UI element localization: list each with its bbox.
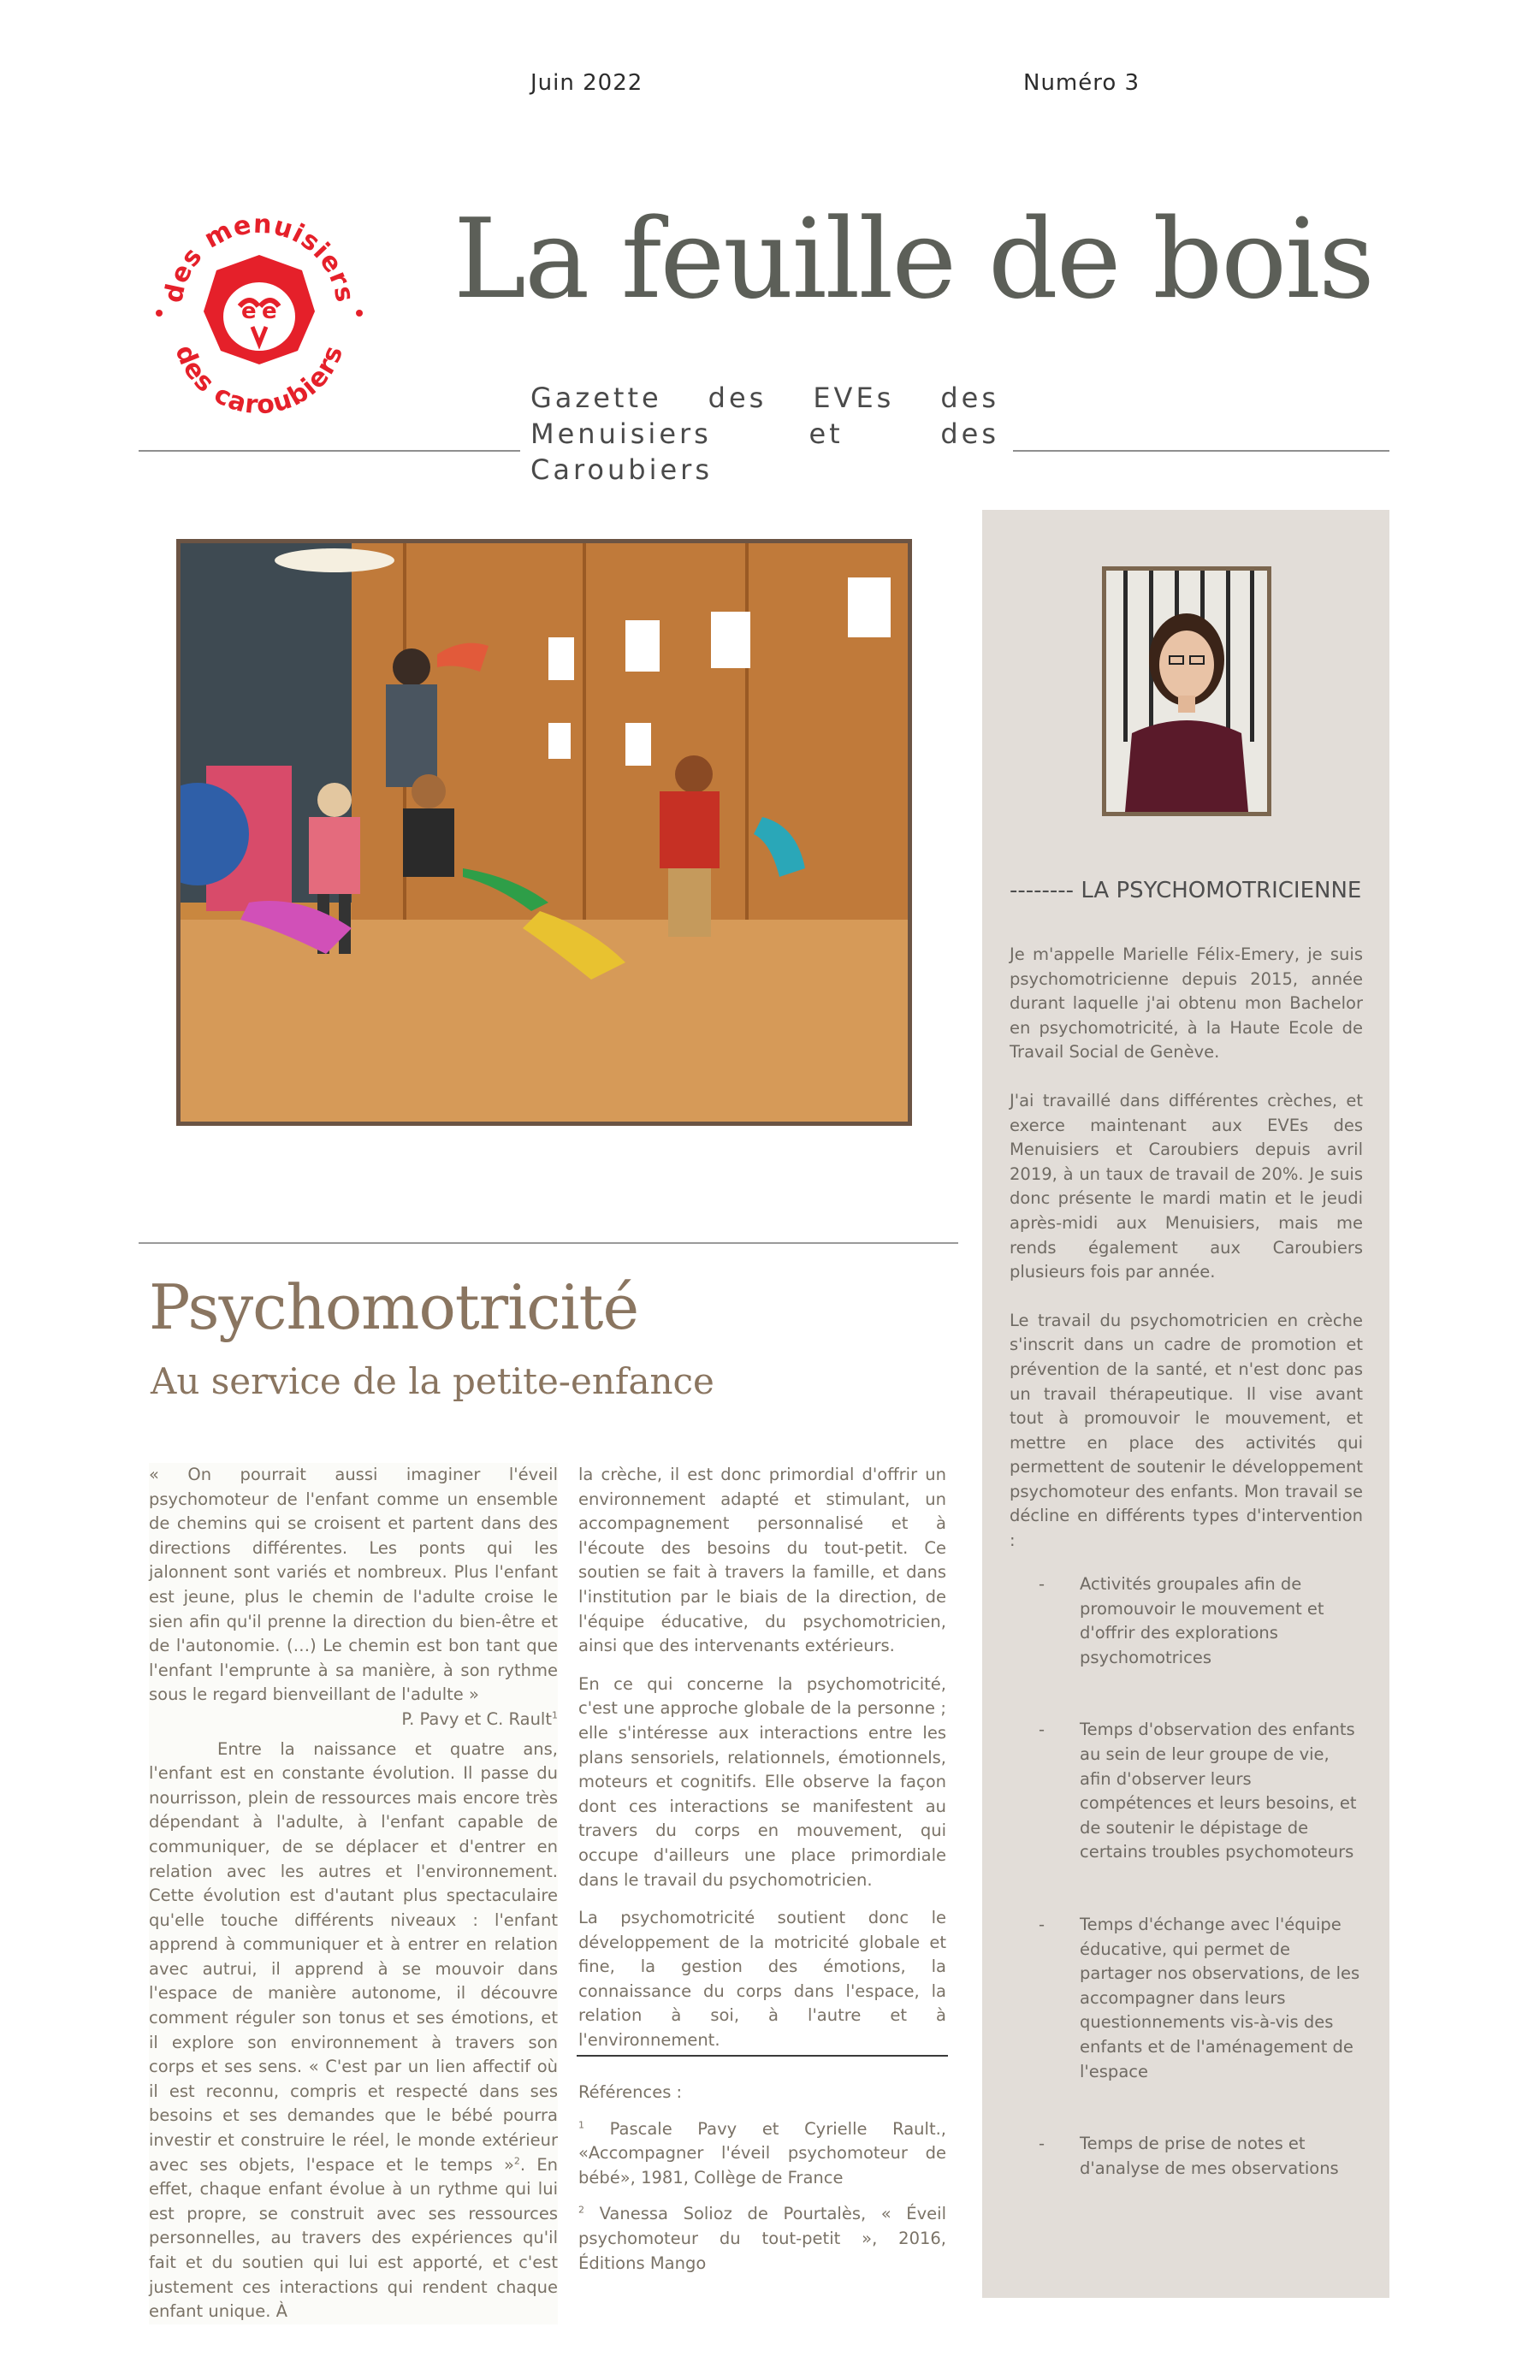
issue-number: Numéro 3 <box>1023 70 1140 96</box>
list-item: - Activités groupales afin de promouvoir le mouvement et d'offrir des explorations psychomotrices <box>1039 1574 1324 1667</box>
svg-text:e: e <box>241 299 257 324</box>
svg-text:e: e <box>262 299 277 324</box>
logo <box>147 198 371 423</box>
article-headline: Psychomotricité <box>149 1271 639 1343</box>
references <box>578 2081 946 2288</box>
references-label: Références : <box>578 2082 683 2102</box>
intervention-list <box>1039 1572 1364 2181</box>
issue-date: Juin 2022 <box>530 70 643 96</box>
reference-item: $^2$ Vanessa Solioz de Pourtalès, « Éveil psychomoteur du tout-petit », 2016, Éditions Mango <box>578 2204 946 2273</box>
list-item: - Temps de prise de notes et d'analyse de mes observations <box>1039 2134 1339 2178</box>
logo-bottom-text: des caroubiers <box>169 340 350 421</box>
lion-face-icon <box>204 255 315 364</box>
masthead-subtitle: Gazette des EVEs des Menuisiers et des Caroubiers <box>530 382 999 486</box>
article-paragraph: Entre la naissance et quatre ans, l'enfant est en constante évolution. Il passe du nourrisson, plein de ressources mais encore très dépendant à l'adulte, à l'enfant capable de communiquer, de se déplacer et d'entrer en relation avec les autres et l'environnement. Cette évolution est d'autant plus spectaculaire qu'elle touche différents niveaux : l'enfant apprend à communiquer et à entrer en relation avec autrui, il apprend à se mouvoir dans l'espace de manière autonome, il découvre comment réguler son tonus et ses émotions, et il explore son environnement à travers son corps et ses sens. « C'est par un lien affectif où il est reconnu, compris et respecté dans ses besoins et ses demandes que le bébé pourra investir et construire le réel, le monde extérieur avec ses objets, l'espace et le temps »$^2$. En effet, chaque enfant évolue à un rythme qui lui est propre, se construit avec ses ressources personnelles, au travers des expériences qu'il fait et du soutien qui lui est apporté, et c'est justement ces interactions qui rendent chaque enfant unique. À <box>149 1738 558 2322</box>
sidebar-text <box>1010 943 1363 1578</box>
header-divider-left <box>139 450 520 452</box>
children-playing-photo <box>176 539 912 1126</box>
list-item: - Temps d'observation des enfants au sein de leur groupe de vie, afin d'observer leurs compétences et leurs besoins, et de soutenir le dépistage de certains troubles psychomoteurs <box>1039 1720 1357 1862</box>
article-paragraph: En ce qui concerne la psychomotricité, c'est une approche globale de la personne ; elle s'intéresse aux interactions entre les plans sensoriels, relationnels, émotionnels, moteurs et cognitifs. Elle observe la façon dont ces interactions se manifestent au travers du corps en mouvement, qui occupe d'ailleurs une place primordiale dans le travail du psychomotricien. <box>578 1673 946 1890</box>
sidebar-heading: -------- LA PSYCHOMOTRICIENNE <box>1010 878 1362 903</box>
article-divider <box>139 1242 958 1244</box>
article-column-2 <box>578 1463 946 2067</box>
article-column-1 <box>149 1463 558 2324</box>
opening-quote: « On pourrait aussi imaginer l'éveil psychomoteur de l'enfant comme un ensemble de chemins qui se croisent et partent dans des directions différentes. Les ponts qui les jalonnent sont variés et nombreux. Plus l'enfant est jeune, plus le chemin de l'adulte croise le sien afin qu'il prenne la direction du bien-être et de l'autonomie. (…) Le chemin est bon tant que l'enfant l'emprunte à sa manière, à son rythme sous le regard bienveillant de l'adulte » <box>149 1465 558 1705</box>
masthead-title: La feuille de bois <box>453 196 1373 323</box>
article-deck: Au service de la petite-enfance <box>151 1360 714 1402</box>
list-item: - Temps d'échange avec l'équipe éducative, qui permet de partager nos observations, de les accompagner dans leurs questionnements vis-à-vis des enfants et de l'aménagement de l'espace <box>1039 1914 1360 2081</box>
logo-top-text: des menuisiers <box>158 209 360 305</box>
portrait-photo <box>1102 566 1271 816</box>
sidebar-paragraph: J'ai travaillé dans différentes crèches, et exerce maintenant aux EVEs des Menuisiers et Caroubiers depuis avril 2019, à un taux de travail de 20%. Je suis donc présente le mardi matin et le jeudi après-midi aux Menuisiers, mais me rends également aux Caroubiers plusieurs fois par année. <box>1010 1090 1363 1282</box>
article-paragraph: la crèche, il est donc primordial d'offrir un environnement adapté et stimulant, un accompagnement personnalisé et à l'écoute des besoins du tout-petit. Ce soutien se fait à travers la famille, et dans l'institution par le biais de la direction, de l'équipe éducative, du psychomotricien, ainsi que des intervenants extérieurs. <box>578 1465 946 1656</box>
sidebar-paragraph: Le travail du psychomotricien en crèche s'inscrit dans un cadre de promotion et prévention de la santé, et n'est donc pas un travail thérapeutique. Il vise avant tout à promouvoir le mouvement, et mettre en place des activités qui permettent de soutenir le développement psychomoteur des enfants. Mon travail se décline en différents types d'intervention : <box>1010 1310 1363 1551</box>
article-paragraph: La psychomotricité soutient donc le développement de la motricité globale et fine, la gestion des émotions, la connaissance du corps dans l'espace, la relation à soi, à l'autre et à l'environnement. <box>578 1908 946 2051</box>
reference-item: $^1$ Pascale Pavy et Cyrielle Rault., «Accompagner l'éveil psychomoteur de bébé», 1981, Collège de France <box>578 2118 946 2188</box>
quote-attribution: P. Pavy et C. Rault$^1$ <box>401 1708 558 1729</box>
header-divider-right <box>1013 450 1389 452</box>
sidebar-paragraph: Je m'appelle Marielle Félix-Emery, je suis psychomotricienne depuis 2015, année durant laquelle j'ai obtenu mon Bachelor en psychomotricité, à la Haute Ecole de Travail Social de Genève. <box>1010 944 1363 1063</box>
references-divider <box>577 2055 948 2057</box>
